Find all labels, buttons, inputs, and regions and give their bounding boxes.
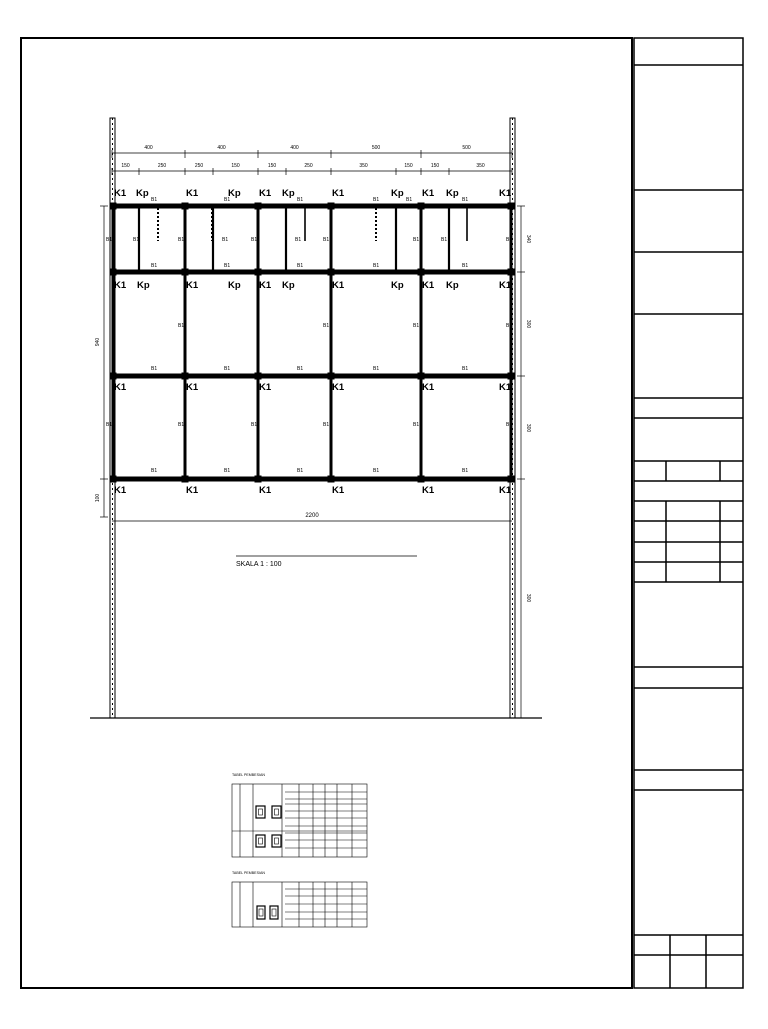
reinforcement-tables xyxy=(232,784,367,927)
beam-label: B1 xyxy=(224,263,231,269)
beam-label: B1 xyxy=(462,263,469,269)
beam-label: B1 xyxy=(462,366,469,372)
column-node xyxy=(418,373,425,380)
column-label: K1 xyxy=(186,382,199,393)
reinforcement-table-2 xyxy=(232,882,367,927)
beam-label: B1 xyxy=(441,237,448,243)
span-dim: 400 xyxy=(144,145,153,151)
span-dim: 400 xyxy=(217,145,226,151)
beam-label: B1 xyxy=(373,263,380,269)
column-node xyxy=(508,269,515,276)
column-node xyxy=(418,203,425,210)
beam-label: B1 xyxy=(462,197,469,203)
span-dim: 500 xyxy=(371,145,381,151)
column-node xyxy=(328,269,335,276)
column-label: K1 xyxy=(499,280,512,291)
column-node xyxy=(508,203,515,210)
right-dim: 300 xyxy=(525,593,531,603)
structural-labels xyxy=(106,188,512,496)
column-label: K1 xyxy=(259,382,272,393)
table-1-title: TABEL PEMBESIAN xyxy=(232,773,265,777)
beam-label: B1 xyxy=(297,197,304,203)
beam-label: B1 xyxy=(462,468,469,474)
section-sketch xyxy=(256,835,265,847)
practical-column-label: Kp xyxy=(446,188,459,199)
beam-label: B1 xyxy=(251,422,258,428)
reinforcement-table-1 xyxy=(232,784,367,857)
beam-label: B1 xyxy=(106,422,113,428)
column-label: K1 xyxy=(259,485,272,496)
practical-column-label: Kp xyxy=(282,188,295,199)
right-dim: 300 xyxy=(525,423,531,433)
sub-span-dim: 250 xyxy=(157,163,167,169)
beam-label: B1 xyxy=(297,263,304,269)
beam-label: B1 xyxy=(373,197,380,203)
beam-label: B1 xyxy=(224,366,231,372)
practical-column-label: Kp xyxy=(446,280,459,291)
sub-span-dim: 350 xyxy=(359,163,368,169)
column-node xyxy=(255,476,262,483)
beam-label: B1 xyxy=(297,468,304,474)
column-label: K1 xyxy=(259,280,272,291)
span-dim: 500 xyxy=(462,145,471,151)
column-node xyxy=(110,373,117,380)
left-dim: 940 xyxy=(95,337,101,347)
practical-column-label: Kp xyxy=(137,280,150,291)
beam-label: B1 xyxy=(297,366,304,372)
column-node xyxy=(110,476,117,483)
section-sketch xyxy=(270,906,278,919)
column-label: K1 xyxy=(499,485,512,496)
beam-label: B1 xyxy=(151,197,158,203)
column-node xyxy=(110,203,117,210)
scale-label: SKALA 1 : 100 xyxy=(236,561,282,568)
practical-column-label: Kp xyxy=(282,280,295,291)
column-grid xyxy=(110,203,515,483)
column-node xyxy=(255,269,262,276)
column-node xyxy=(255,373,262,380)
column-label: K1 xyxy=(259,188,272,199)
practical-column-label: Kp xyxy=(228,280,241,291)
beam-label: B1 xyxy=(178,323,185,329)
column-node xyxy=(110,269,117,276)
dimension-lines xyxy=(95,145,531,718)
column-label: K1 xyxy=(499,188,512,199)
column-node xyxy=(182,203,189,210)
beam-label: B1 xyxy=(106,237,113,243)
column-node xyxy=(418,476,425,483)
left-dim: 100 xyxy=(95,493,101,503)
column-label: K1 xyxy=(114,188,127,199)
beam-label: B1 xyxy=(151,263,158,269)
beam-label: B1 xyxy=(373,366,380,372)
column-node xyxy=(182,269,189,276)
beam-label: B1 xyxy=(506,323,513,329)
column-label: K1 xyxy=(186,188,199,199)
column-label: K1 xyxy=(114,280,127,291)
beam-label: B1 xyxy=(323,323,330,329)
column-label: K1 xyxy=(186,280,199,291)
section-sketch xyxy=(272,806,281,818)
column-node xyxy=(508,373,515,380)
beam-label: B1 xyxy=(406,197,413,203)
practical-column-label: Kp xyxy=(136,188,149,199)
sub-span-dim: 150 xyxy=(404,163,413,169)
beam-label: B1 xyxy=(151,366,158,372)
column-node xyxy=(182,373,189,380)
column-label: K1 xyxy=(332,280,345,291)
section-sketch xyxy=(257,906,265,919)
beam-label: B1 xyxy=(224,197,231,203)
sub-span-dim: 350 xyxy=(476,163,485,169)
column-label: K1 xyxy=(422,280,435,291)
column-label: K1 xyxy=(186,485,199,496)
beam-label: B1 xyxy=(133,237,140,243)
column-label: K1 xyxy=(422,485,435,496)
beam-label: B1 xyxy=(413,422,420,428)
beam-label: B1 xyxy=(323,422,330,428)
section-sketch xyxy=(256,806,265,818)
right-dim: 340 xyxy=(525,234,531,244)
column-label: K1 xyxy=(422,188,435,199)
sub-span-dim: 150 xyxy=(121,163,130,169)
beam-label: B1 xyxy=(323,237,330,243)
right-dim: 300 xyxy=(525,319,531,329)
beam-label: B1 xyxy=(251,237,258,243)
beam-label: B1 xyxy=(413,323,420,329)
sub-span-dim: 150 xyxy=(231,163,240,169)
column-label: K1 xyxy=(332,188,345,199)
column-node xyxy=(182,476,189,483)
sub-span-dim: 250 xyxy=(304,163,313,169)
column-node xyxy=(418,269,425,276)
sub-span-dim: 150 xyxy=(430,163,440,169)
column-node xyxy=(255,203,262,210)
practical-column-label: Kp xyxy=(391,280,404,291)
span-dim: 400 xyxy=(290,145,299,151)
table-2-title: TABEL PEMBESIAN xyxy=(232,871,265,875)
column-node xyxy=(328,373,335,380)
column-node xyxy=(328,203,335,210)
title-block xyxy=(634,38,743,988)
practical-column-label: Kp xyxy=(391,188,404,199)
column-label: K1 xyxy=(332,485,345,496)
beam-label: B1 xyxy=(222,237,229,243)
beam-label: B1 xyxy=(413,237,420,243)
beam-label: B1 xyxy=(506,422,513,428)
beam-label: B1 xyxy=(295,237,302,243)
sub-span-dim: 150 xyxy=(267,163,277,169)
practical-column-label: Kp xyxy=(228,188,241,199)
section-sketch xyxy=(272,835,281,847)
column-label: K1 xyxy=(114,382,127,393)
column-label: K1 xyxy=(114,485,127,496)
beam-label: B1 xyxy=(506,237,513,243)
sub-span-dim: 250 xyxy=(194,163,204,169)
column-label: K1 xyxy=(499,382,512,393)
beam-label: B1 xyxy=(373,468,380,474)
column-label: K1 xyxy=(332,382,345,393)
beam-label: B1 xyxy=(151,468,158,474)
beam-label: B1 xyxy=(178,237,185,243)
column-node xyxy=(508,476,515,483)
overall-width-label: 2200 xyxy=(305,513,319,519)
column-label: K1 xyxy=(422,382,435,393)
beam-grid xyxy=(112,206,513,479)
column-node xyxy=(328,476,335,483)
beam-label: B1 xyxy=(224,468,231,474)
beam-label: B1 xyxy=(178,422,185,428)
